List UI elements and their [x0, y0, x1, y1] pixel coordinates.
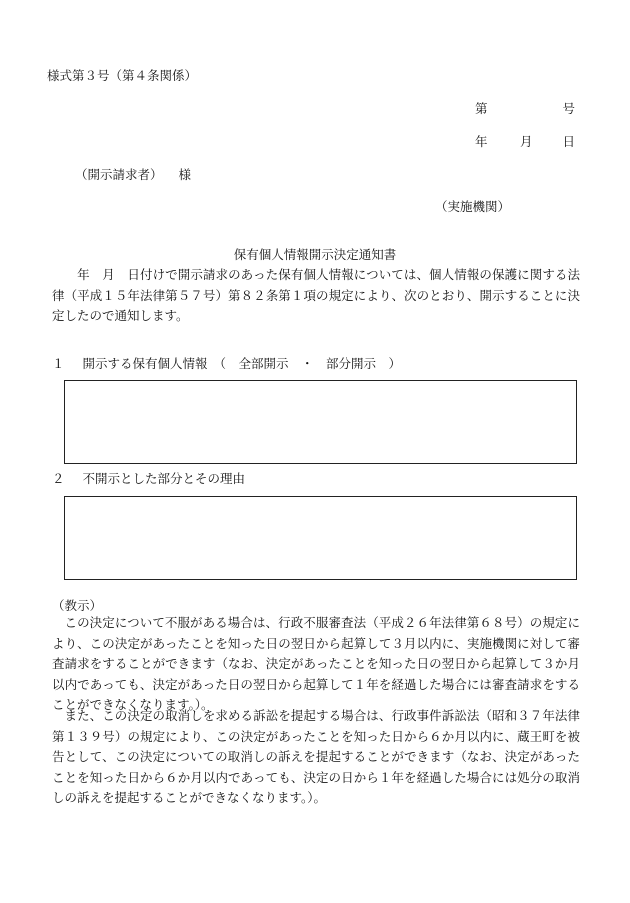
section-1-box [64, 380, 577, 464]
section-2-number: ２ [52, 471, 65, 486]
notice-paragraph-1: この決定について不服がある場合は、行政不服審査法（平成２６年法律第６８号）の規定により、この決定があったことを知った日の翌日から起算して３月以内に、実施機関に対して審査請求をすることができます（なお、決定があったことを知った日の翌日から起算して３か月以内であっても、決定があった日の翌日から起算して１年を経過した場合には審査請求をすることができなくなります。）。 [52, 615, 580, 712]
intro-paragraph: 年 月 日付けで開示請求のあった保有個人情報については、個人情報の保護に関する法律（平成１５年法律第５７号）第８２条第１項の規定により、次のとおり、開示することに決定したので通知します。 [52, 267, 580, 323]
document-number-suffix: 号 [562, 101, 575, 116]
form-label: 様式第３号（第４条関係） [47, 68, 198, 83]
section-1-number: １ [52, 356, 65, 371]
section-2-title: 不開示とした部分とその理由 [82, 471, 246, 486]
section-2-box [64, 496, 577, 580]
date-month: 月 [520, 134, 533, 149]
date-day: 日 [562, 134, 575, 149]
section-1-options: （ 全部開示 ・ 部分開示 ） [213, 356, 402, 371]
section-2-heading [52, 473, 245, 486]
notice-heading: （教示） [52, 598, 103, 613]
recipient [75, 169, 191, 182]
date-year: 年 [475, 134, 488, 149]
document-title: 保有個人情報開示決定通知書 [233, 247, 397, 262]
document-number-prefix: 第 [475, 101, 488, 116]
section-1-heading [52, 358, 401, 371]
notice-paragraph-2: また、この決定の取消しを求める訴訟を提起する場合は、行政事件訴訟法（昭和３７年法律第１３９号）の規定により、この決定があったことを知った日から６か月以内に、蔵王町を被告として、この決定についての取消しの訴えを提起することができます（なお、決定があったことを知った日から６か月以内であっても、決定の日から１年を経過した場合には処分の取消しの訴えを提起することができなくなります。）。 [52, 708, 580, 805]
recipient-label: （開示請求者） [75, 167, 163, 182]
recipient-honorific: 様 [178, 167, 192, 182]
section-1-title: 開示する保有個人情報 [82, 356, 208, 371]
issuer: （実施機関） [434, 199, 510, 214]
document-date [475, 136, 575, 150]
document-number [475, 103, 575, 117]
